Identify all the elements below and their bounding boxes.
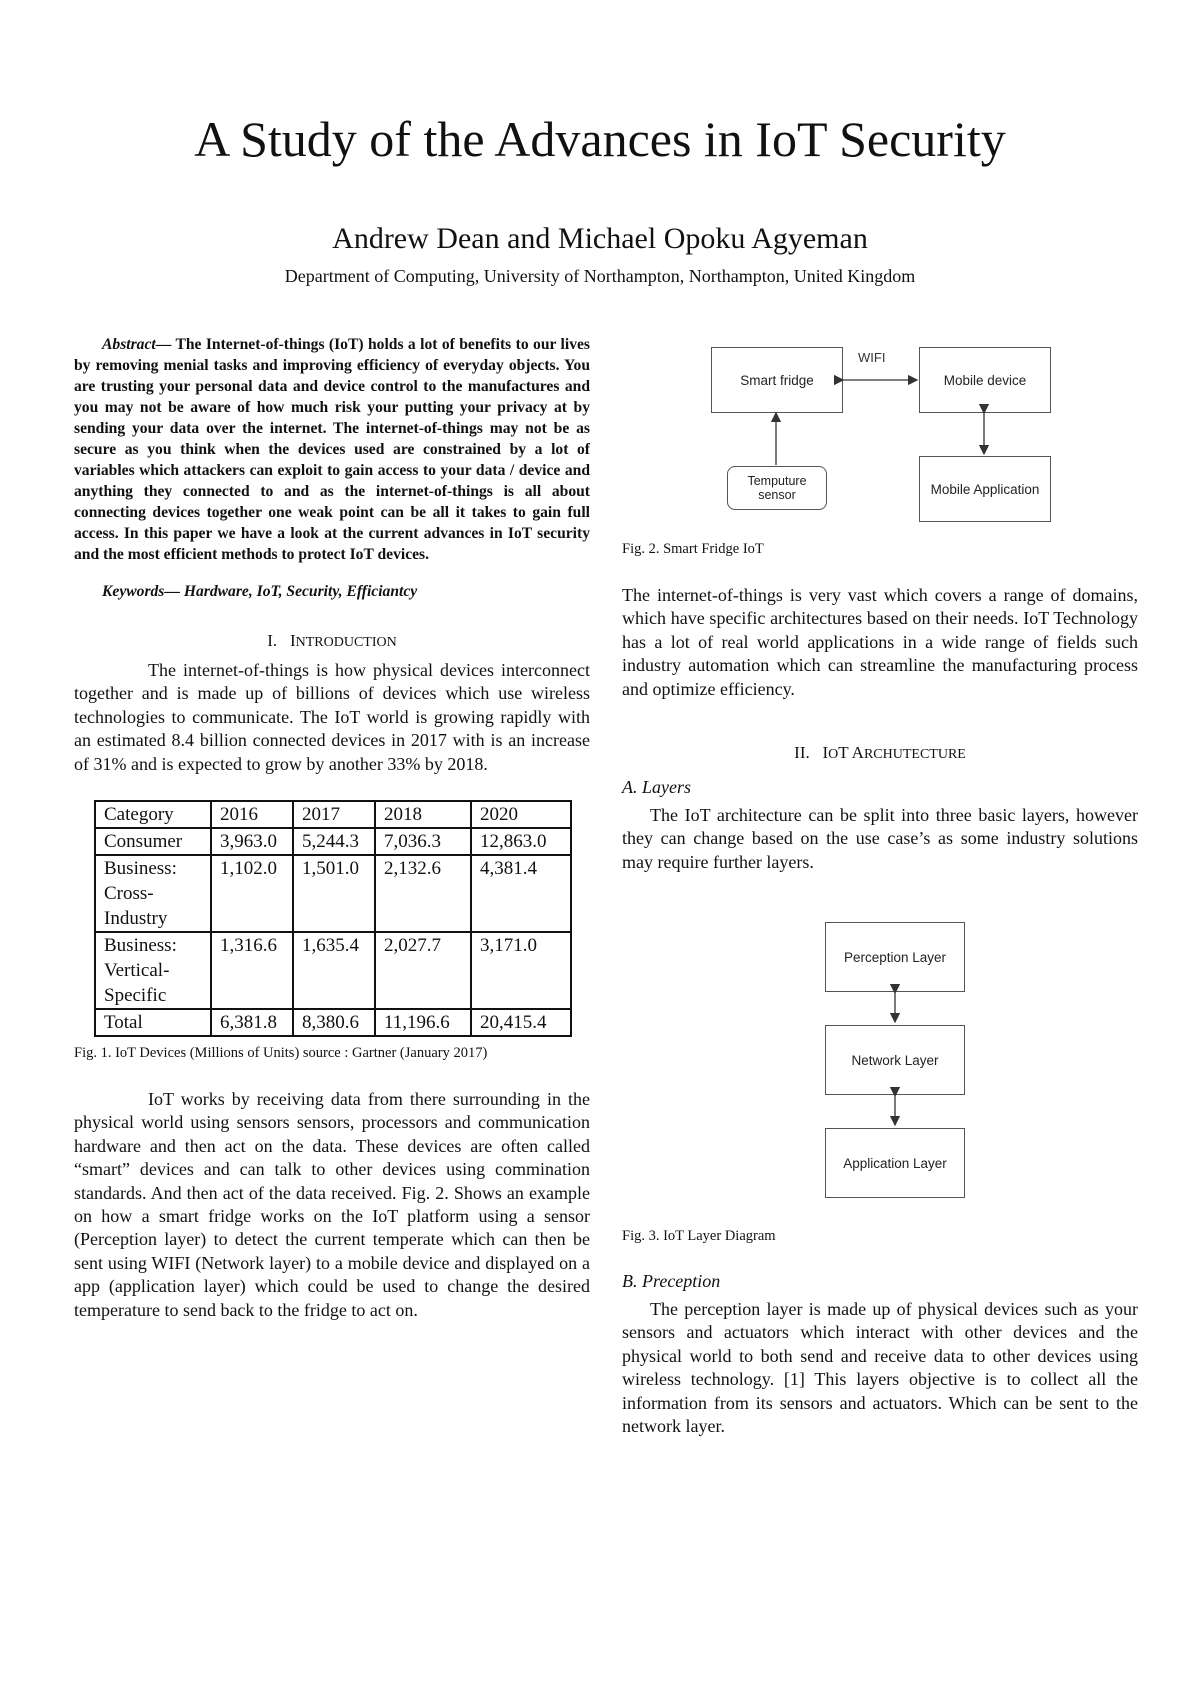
- section-title-rest: NTRODUCTION: [295, 635, 397, 650]
- right-column-lower: [622, 1228, 1138, 1438]
- section-number: I.: [267, 631, 278, 650]
- layers-paragraph: The IoT architecture can be split into three basic layers, however they can change based on the use case’s as some industry solutions may require further layers.: [622, 805, 1138, 872]
- section-number: II.: [794, 743, 810, 763]
- paper-title: A Study of the Advances in IoT Security: [194, 111, 1006, 167]
- keywords-label: Keywords: [102, 583, 165, 600]
- table-cell: 6,381.8: [211, 1009, 293, 1036]
- network-layer-box: Network Layer: [825, 1025, 965, 1095]
- abstract-label: Abstract: [102, 336, 156, 353]
- table-header-cell: 2018: [375, 801, 471, 828]
- table-header-cell: 2016: [211, 801, 293, 828]
- table-cell: Total: [95, 1009, 211, 1036]
- mobile-device-box: Mobile device: [919, 347, 1051, 413]
- table-cell: 1,635.4: [293, 932, 375, 1009]
- fig3-caption: Fig. 3. IoT Layer Diagram: [622, 1228, 776, 1244]
- author-affiliation: Department of Computing, University of Northampton, Northampton, United Kingdom: [284, 266, 916, 286]
- fig2-caption: Fig. 2. Smart Fridge IoT: [622, 541, 764, 557]
- fig1-caption: Fig. 1. IoT Devices (Millions of Units) source : Gartner (January 2017): [74, 1045, 488, 1062]
- perception-paragraph: The perception layer is made up of physical devices such as your sensors and actuators which interact with other devices and the physical world to both send and receive data to other devices using wireless technology. [1] This layers objective is to collect all the information from its sensors and actuators. Which can be sent to the network layer.: [622, 1299, 1138, 1437]
- table-cell: Consumer: [95, 828, 211, 855]
- table-cell: Business: Vertical-Specific: [95, 932, 211, 1009]
- table-cell: Business: Cross-Industry: [95, 855, 211, 932]
- abstract-text: The Internet-of-things (IoT) holds a lot of benefits to our lives by removing menial tasks and improving efficiency of everyday objects. You are trusting your personal data and device control to the manufactures and you may not be aware of how much risk your putting your privacy at by sending your data over the internet. The internet-of-things may not be as secure as you think when the devices used are constrained by a lot of variables which attackers can exploit to gain access to your data / device and anything they connected to and as the internet-of-things is all about connecting devices together one weak point can be all it takes to gain full access. In this paper we have a look at the current advances in IoT security and the most efficient methods to protect IoT devices.: [74, 336, 590, 563]
- table-cell: 1,102.0: [211, 855, 293, 932]
- table-cell: 8,380.6: [293, 1009, 375, 1036]
- table-cell: 1,501.0: [293, 855, 375, 932]
- keywords-text: — Hardware, IoT, Security, Efficiantcy: [164, 583, 418, 600]
- section-title-initial: I: [289, 631, 296, 650]
- table-header-cell: 2020: [471, 801, 571, 828]
- subsection-perception: B. Preception: [622, 1271, 721, 1291]
- wifi-label: WIFI: [858, 350, 886, 365]
- table-cell: 4,381.4: [471, 855, 571, 932]
- table-cell: 2,132.6: [375, 855, 471, 932]
- right-paragraph-1: The internet-of-things is very vast which covers a range of domains, which have specific architectures based on their needs. IoT Technology has a lot of real world applications in a wide range of fields such industry automation which can streamline the manufacturing process and optimize efficiency.: [622, 585, 1138, 699]
- intro-paragraph-2: IoT works by receiving data from there surrounding in the physical world using sensors sensors, processors and communication hardware and then act on the data. These devices are often called “smart” devices and can talk to other devices using commination standards. And then act of the data received. Fig. 2. Shows an example on how a smart fridge works on the IoT platform using a sensor (Perception layer) to detect the current temperate which can then be sent using WIFI (Network layer) to a mobile device and displayed on a app (application layer) which could be used to change the desired temperature to send back to the fridge to act on.: [74, 1089, 590, 1320]
- table-header-cell: Category: [95, 801, 211, 828]
- table-cell: 5,244.3: [293, 828, 375, 855]
- smart-fridge-box: Smart fridge: [711, 347, 843, 413]
- section-title-part: RCHUTECTURE: [863, 747, 966, 763]
- table-cell: 11,196.6: [375, 1009, 471, 1036]
- table-cell: 12,863.0: [471, 828, 571, 855]
- mobile-application-box: Mobile Application: [919, 456, 1051, 522]
- temperature-sensor-box: Temputure sensor: [727, 466, 827, 510]
- application-layer-box: Application Layer: [825, 1128, 965, 1198]
- section-title-part: I: [822, 743, 829, 763]
- abstract-dash: —: [155, 336, 176, 353]
- table-cell: 3,171.0: [471, 932, 571, 1009]
- table-cell: 20,415.4: [471, 1009, 571, 1036]
- section-title-part: O: [828, 747, 839, 763]
- table-cell: 3,963.0: [211, 828, 293, 855]
- table-cell: 1,316.6: [211, 932, 293, 1009]
- paper-authors: Andrew Dean and Michael Opoku Agyeman: [332, 222, 868, 255]
- table-cell: 2,027.7: [375, 932, 471, 1009]
- perception-layer-box: Perception Layer: [825, 922, 965, 992]
- table-header-cell: 2017: [293, 801, 375, 828]
- section-title-part: T A: [838, 743, 864, 763]
- subsection-layers: A. Layers: [622, 777, 691, 798]
- intro-paragraph-1: The internet-of-things is how physical devices interconnect together and is made up of billions of devices which use wireless technologies to communicate. The IoT world is growing rapidly with an estimated 8.4 billion connected devices in 2017 with is an increase of 31% and is expected to grow by another 33% by 2018.: [74, 660, 590, 774]
- table-cell: 7,036.3: [375, 828, 471, 855]
